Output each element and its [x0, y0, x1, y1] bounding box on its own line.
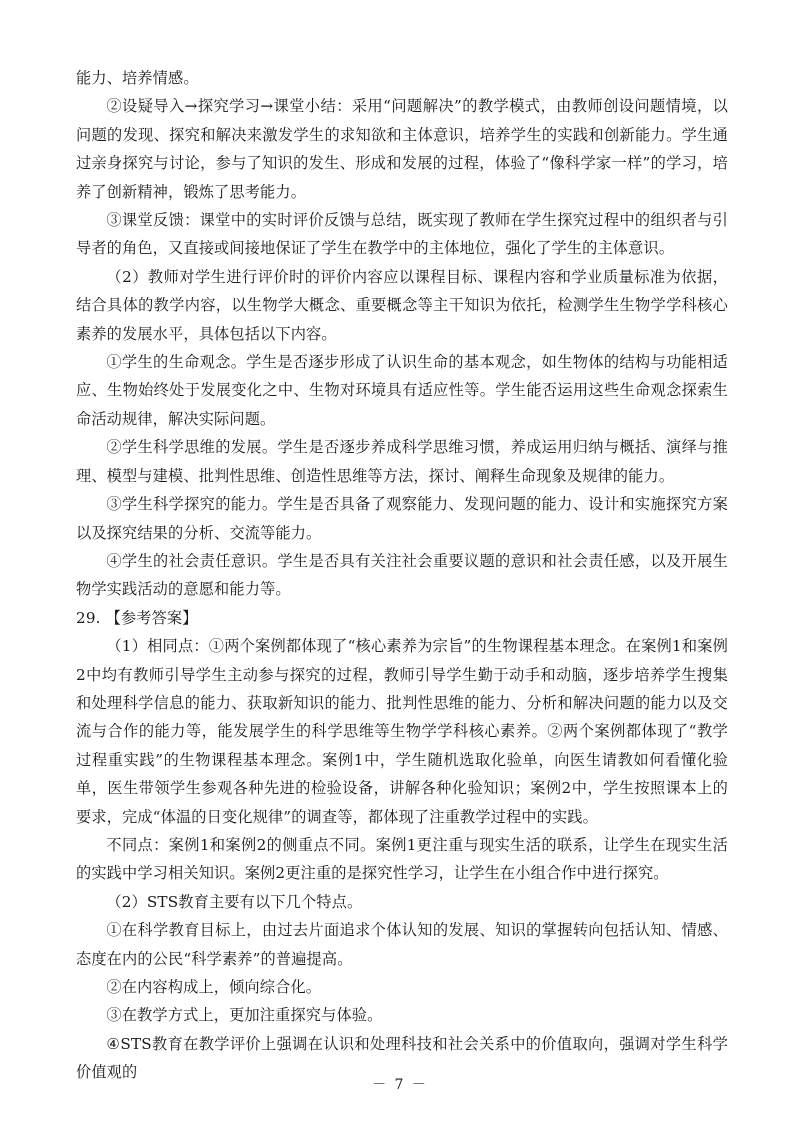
document-body: [76, 64, 728, 1087]
paragraph: ①在科学教育目标上，由过去片面追求个体认知的发展、知识的掌握转向包括认知、情感、态度在内的公民“科学素养”的普遍提高。: [76, 921, 728, 968]
page-number: － 7 －: [372, 1077, 428, 1093]
paragraph: ④STS教育在教学评价上强调在认识和处理科技和社会关系中的价值取向，强调对学生科学价值观的: [76, 1034, 728, 1082]
question-heading: 29. 【参考答案】: [76, 608, 198, 627]
paragraph: ②在内容构成上，倾向综合化。: [106, 978, 322, 996]
paragraph: ③在教学方式上，更加注重探究与体验。: [106, 1006, 383, 1025]
paragraph: 能力、培养情感。: [76, 69, 199, 87]
paragraph: ④学生的社会责任意识。学生是否具有关注社会重要议题的意识和社会责任感，以及开展生物学实践活动的意愿和能力等。: [76, 551, 728, 599]
paragraph: ①学生的生命观念。学生是否逐步形成了认识生命的基本观念，如生物体的结构与功能相适应、生物始终处于发展变化之中、生物对环境具有适应性等。学生能否运用这些生命观念探索生命活动规律，解决实际问题。: [76, 353, 728, 428]
paragraph: （1）相同点：①两个案例都体现了“核心素养为宗旨”的生物课程基本理念。在案例1和案例2中均有教师引导学生主动参与探究的过程，教师引导学生勤于动手和动脑，逐步培养学生搜集和处理科学信息的能力、获取新知识的能力、批判性思维的能力、分析和解决问题的能力以及交流与合作的能力等，能发展学生的科学思维等生物学学科核心素养。②两个案例都体现了“教学过程重实践”的生物课程基本理念。案例1中，学生随机选取化验单，向医生请教如何看懂化验单，医生带领学生参观各种先进的检验设备，讲解各种化验知识；案例2中，学生按照课本上的要求，完成“体温的日变化规律”的调查等，都体现了注重教学过程中的实践。: [76, 637, 728, 826]
paragraph: ③学生科学探究的能力。学生是否具备了观察能力、发现问题的能力、设计和实施探究方案以及探究结果的分析、交流等能力。: [76, 495, 728, 542]
paragraph: ②学生科学思维的发展。学生是否逐步养成科学思维习惯，养成运用归纳与概括、演绎与推理、模型与建模、批判性思维、创造性思维等方法，探讨、阐释生命现象及规律的能力。: [76, 438, 728, 485]
paragraph: ②设疑导入→探究学习→课堂小结：采用“问题解决”的教学模式，由教师创设问题情境，以问题的发现、探究和解决来激发学生的求知欲和主体意识，培养学生的实践和创新能力。学生通过亲身探究与讨论，参与了知识的发生、形成和发展的过程，体验了“像科学家一样”的学习，培养了创新精神，锻炼了思考能力。: [76, 97, 728, 201]
paragraph: （2）教师对学生进行评价时的评价内容应以课程目标、课程内容和学业质量标准为依据，结合具体的教学内容，以生物学大概念、重要概念等主干知识为依托，检测学生生物学学科核心素养的发展水平，具体包括以下内容。: [76, 267, 728, 343]
paragraph: （2）STS教育主要有以下几个特点。: [106, 892, 363, 911]
paragraph: 不同点：案例1和案例2的侧重点不同。案例1更注重与现实生活的联系，让学生在现实生活的实践中学习相关知识。案例2更注重的是探究性学习，让学生在小组合作中进行探究。: [76, 835, 728, 883]
paragraph: ③课堂反馈：课堂中的实时评价反馈与总结，既实现了教师在学生探究过程中的组织者与引导者的角色，又直接或间接地保证了学生在教学中的主体地位，强化了学生的主体意识。: [76, 211, 728, 258]
